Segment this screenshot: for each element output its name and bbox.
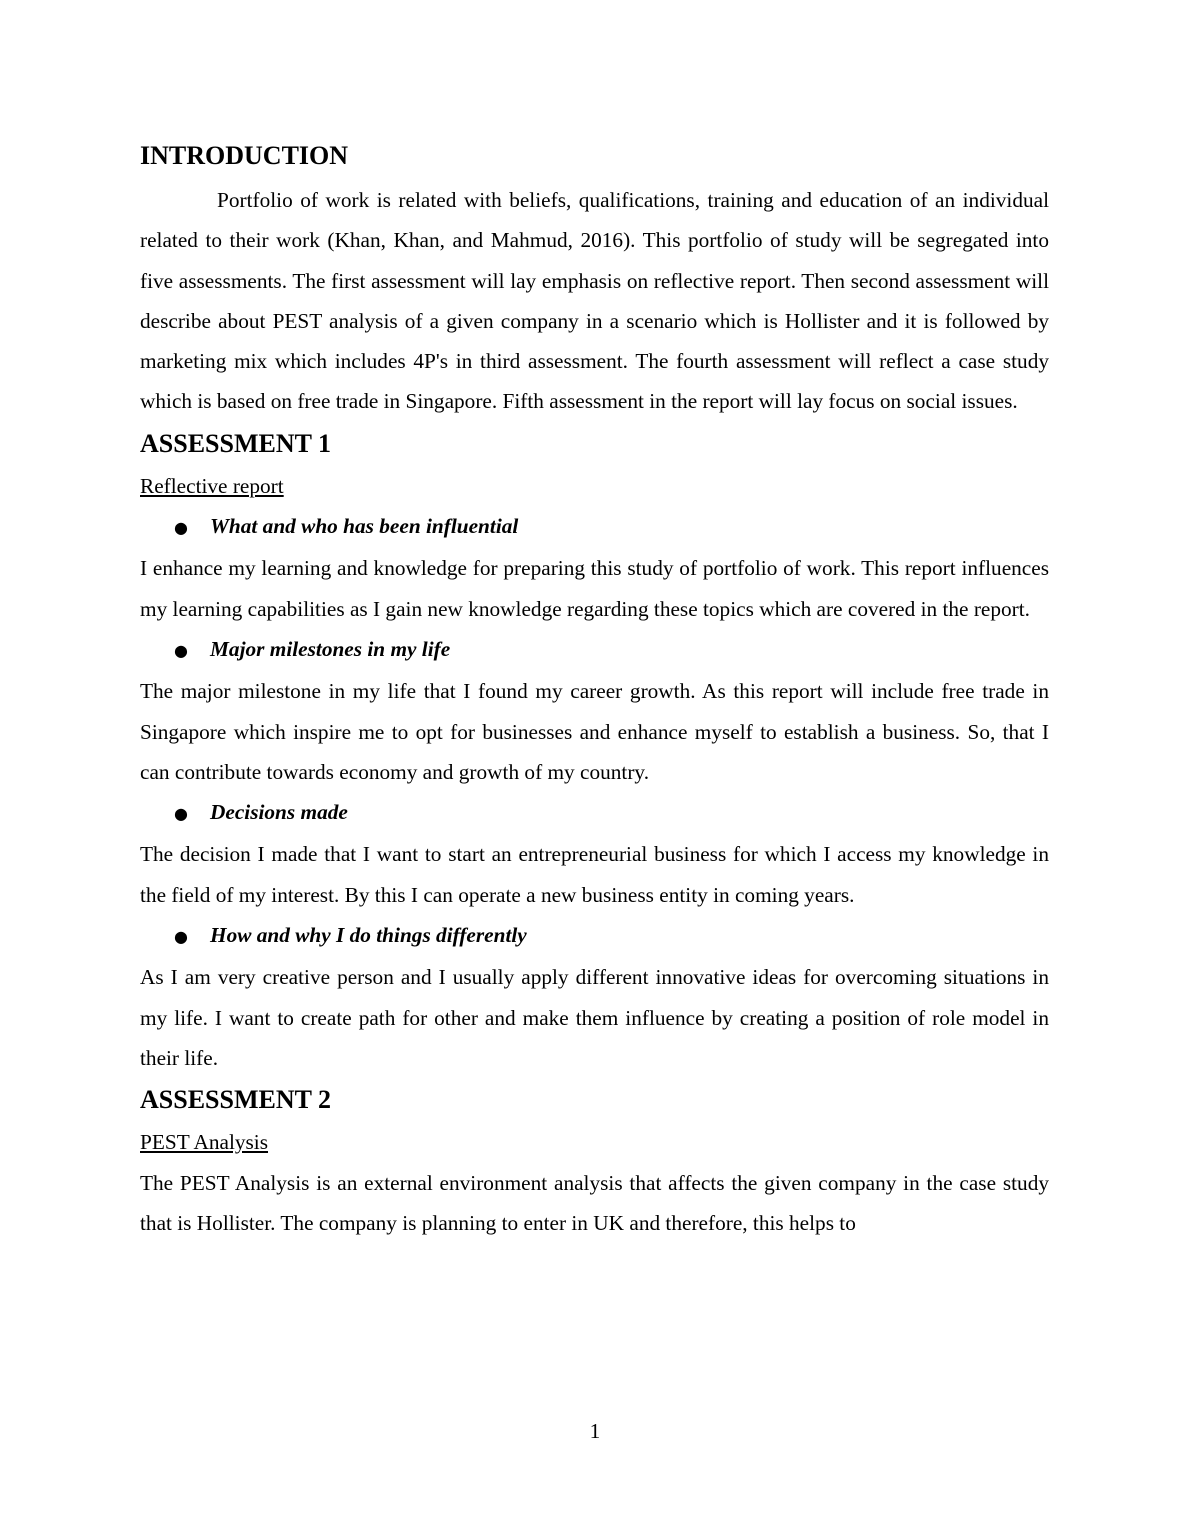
bullet-item-decisions xyxy=(140,792,1049,834)
bullet-heading: Major milestones in my life xyxy=(210,636,451,661)
bullet-heading: What and who has been influential xyxy=(210,514,519,539)
assessment1-heading: ASSESSMENT 1 xyxy=(140,428,331,458)
bullet-paragraph-milestones: The major milestone in my life that I found my career growth. As this report will include free trade in Singapore which inspire me to opt for businesses and enhance myself to establish a business. So, that I can contribute towards economy and growth of my country. xyxy=(140,679,1049,784)
bullet-paragraph-differently: As I am very creative person and I usually apply different innovative ideas for overcoming situations in my life. I want to create path for other and make them influence by creating a position of role model in their life. xyxy=(140,965,1049,1070)
bullet-paragraph-influential: I enhance my learning and knowledge for preparing this study of portfolio of work. This report influences my learning capabilities as I gain new knowledge regarding these topics which are covered in the report. xyxy=(140,556,1049,621)
bullet-item-differently xyxy=(140,915,1049,957)
bullet-paragraph-decisions: The decision I made that I want to start an entrepreneurial business for which I access my knowledge in the field of my interest. By this I can operate a new business entity in coming years. xyxy=(140,842,1049,907)
bullet-icon: ● xyxy=(174,640,188,660)
bullet-item-influential xyxy=(140,506,1049,548)
assessment2-subheading: PEST Analysis xyxy=(140,1130,269,1155)
page-content xyxy=(140,138,1049,1243)
pest-paragraph: The PEST Analysis is an external environment analysis that affects the given company in the case study that is Hollister. The company is planning to enter in UK and therefore, this helps to xyxy=(140,1170,1049,1235)
introduction-paragraph: Portfolio of work is related with beliefs, qualifications, training and education of an individual related to their work (Khan, Khan, and Mahmud, 2016). This portfolio of study will be segregated into five assessments. The first assessment will lay emphasis on reflective report. Then second assessment will describe about PEST analysis of a given company in a scenario which is Hollister and it is followed by marketing mix which includes 4P's in third assessment. The fourth assessment will reflect a case study which is based on free trade in Singapore. Fifth assessment in the report will lay focus on social issues. xyxy=(140,188,1049,414)
bullet-icon: ● xyxy=(174,804,188,824)
page-number: 1 xyxy=(589,1419,601,1443)
bullet-icon: ● xyxy=(174,927,188,947)
bullet-icon: ● xyxy=(174,518,188,538)
introduction-heading: INTRODUCTION xyxy=(140,141,349,170)
bullet-heading: Decisions made xyxy=(210,800,348,825)
bullet-item-milestones xyxy=(140,629,1049,671)
assessment1-subheading: Reflective report xyxy=(140,473,284,498)
bullet-heading: How and why I do things differently xyxy=(210,923,527,948)
assessment2-heading: ASSESSMENT 2 xyxy=(140,1085,331,1115)
